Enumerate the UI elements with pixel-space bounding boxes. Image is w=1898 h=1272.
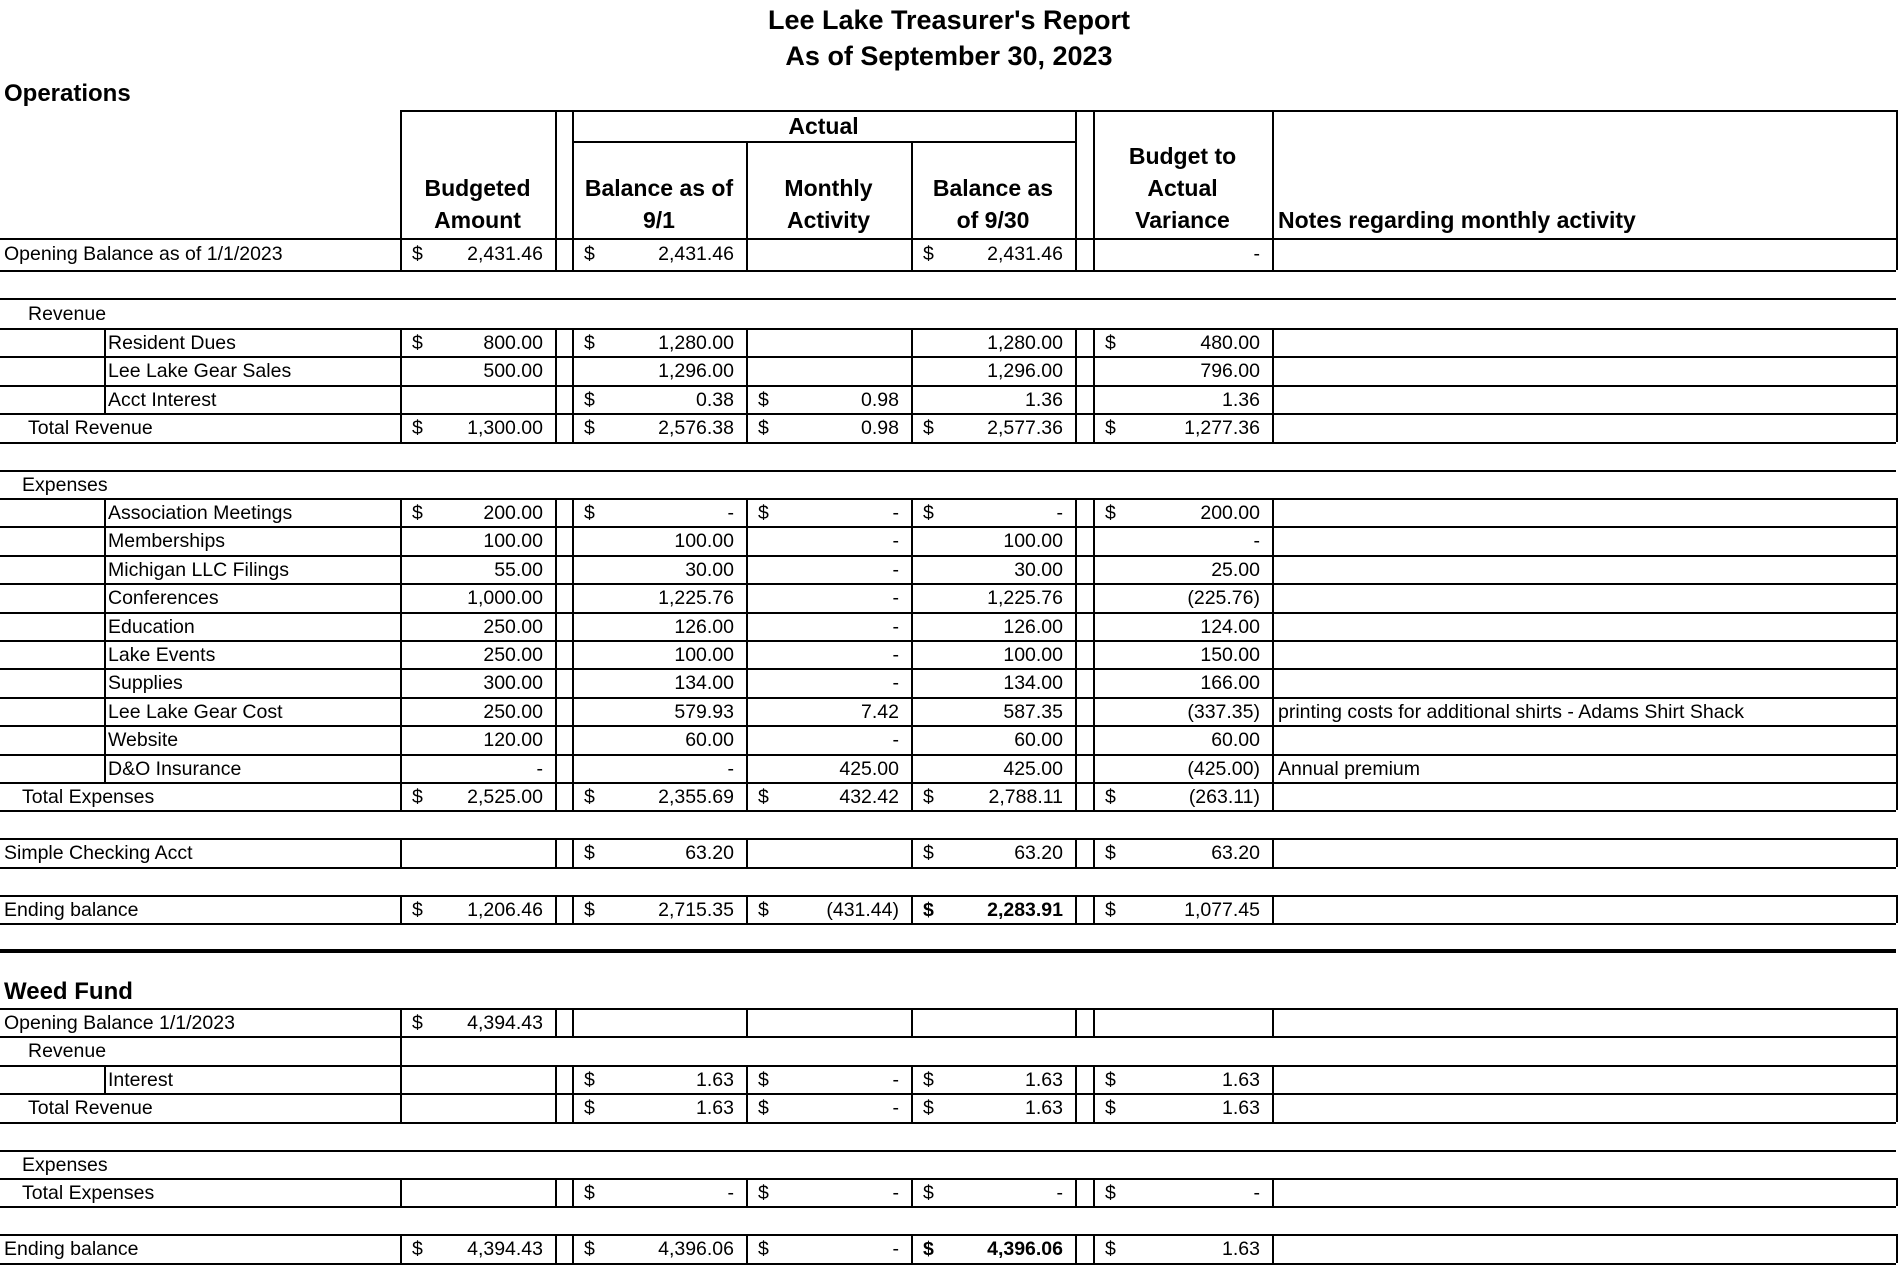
revenue-item-label: Resident Dues bbox=[108, 332, 236, 354]
weed-interest-label: Interest bbox=[108, 1068, 174, 1091]
grid-line bbox=[555, 1065, 557, 1093]
bal930-value: 60.00 bbox=[1014, 729, 1063, 752]
grid-line bbox=[746, 1008, 748, 1036]
grid-line bbox=[1093, 1178, 1095, 1206]
grid-line bbox=[911, 1234, 913, 1262]
expense-item-label: Conferences bbox=[108, 587, 219, 610]
weed-expenses-top bbox=[0, 1150, 1896, 1152]
bal91-value: 63.20 bbox=[685, 842, 734, 865]
expense-item-label: Lake Events bbox=[108, 644, 216, 666]
grid-line bbox=[400, 1008, 402, 1036]
monthly-value: - bbox=[892, 1238, 899, 1261]
grid-line bbox=[572, 1234, 574, 1262]
grid-line bbox=[1075, 1234, 1077, 1262]
currency-symbol: $ bbox=[412, 1238, 423, 1261]
weed-fund-section-title: Weed Fund bbox=[4, 978, 133, 1005]
bal930-value: 134.00 bbox=[1003, 672, 1063, 695]
currency-symbol: $ bbox=[758, 786, 769, 808]
variance-value: 1.36 bbox=[1222, 388, 1260, 411]
balance-9-1-header: Balance as of bbox=[584, 175, 734, 201]
budget-value: 500.00 bbox=[483, 360, 543, 383]
bal91-value: 60.00 bbox=[685, 729, 734, 752]
variance-value: 166.00 bbox=[1200, 672, 1260, 695]
currency-symbol: $ bbox=[412, 332, 423, 354]
grid-line bbox=[1075, 895, 1077, 923]
currency-symbol: $ bbox=[758, 502, 769, 524]
actual-group-header: Actual bbox=[788, 113, 859, 139]
currency-symbol: $ bbox=[1105, 1182, 1116, 1204]
bal930-value: - bbox=[1056, 502, 1063, 524]
currency-symbol: $ bbox=[412, 417, 423, 440]
revenue-block-top bbox=[0, 298, 1896, 300]
bal930-value: 30.00 bbox=[1014, 558, 1063, 581]
bal91-value: 100.00 bbox=[674, 530, 734, 553]
bal930-value: 1.63 bbox=[1025, 1097, 1063, 1120]
revenue-item-label: Lee Lake Gear Sales bbox=[108, 360, 292, 383]
row-border bbox=[0, 1036, 1896, 1038]
grid-line bbox=[911, 1093, 913, 1121]
grid-line bbox=[1093, 328, 1095, 442]
variance-value: - bbox=[1253, 243, 1260, 265]
currency-symbol: $ bbox=[758, 1068, 769, 1091]
currency-symbol: $ bbox=[1105, 786, 1116, 808]
currency-symbol: $ bbox=[412, 243, 423, 265]
currency-symbol: $ bbox=[1105, 332, 1116, 354]
currency-symbol: $ bbox=[923, 1097, 934, 1120]
monthly-value: - bbox=[892, 644, 899, 666]
monthly-value: 7.42 bbox=[861, 700, 899, 723]
bal91-value: 0.38 bbox=[696, 388, 734, 411]
row-border bbox=[0, 923, 1896, 925]
currency-symbol: $ bbox=[412, 898, 423, 921]
grid-line bbox=[1075, 1178, 1077, 1206]
monthly-value: 432.42 bbox=[839, 786, 899, 808]
grid-line bbox=[572, 1008, 574, 1036]
indent-border bbox=[104, 498, 106, 782]
currency-symbol: $ bbox=[584, 1182, 595, 1204]
grid-line bbox=[911, 1065, 913, 1093]
currency-symbol: $ bbox=[412, 502, 423, 524]
monthly-value: - bbox=[892, 530, 899, 553]
budget-value: 1,000.00 bbox=[467, 587, 543, 610]
variance-value: 796.00 bbox=[1200, 360, 1260, 383]
opening-balance-label: Opening Balance as of 1/1/2023 bbox=[4, 243, 283, 265]
bal930-value: - bbox=[1056, 1182, 1063, 1204]
currency-symbol: $ bbox=[923, 417, 934, 440]
grid-line bbox=[1093, 1093, 1095, 1121]
variance-value: (225.76) bbox=[1187, 587, 1260, 610]
currency-symbol: $ bbox=[758, 388, 769, 411]
budget-value: 250.00 bbox=[483, 700, 543, 723]
bal91-value: 1,225.76 bbox=[658, 587, 734, 610]
currency-symbol: $ bbox=[584, 1097, 595, 1120]
grid-line bbox=[746, 838, 748, 866]
bal930-value: 1.63 bbox=[1025, 1068, 1063, 1091]
budgeted-amount-header: Budgeted bbox=[424, 175, 531, 201]
variance-value: 124.00 bbox=[1200, 615, 1260, 638]
currency-symbol: $ bbox=[1105, 842, 1116, 865]
grid-line bbox=[911, 1008, 913, 1036]
currency-symbol: $ bbox=[584, 332, 595, 354]
bal91-value: 100.00 bbox=[674, 644, 734, 666]
grid-line bbox=[1272, 1093, 1274, 1121]
ending-balance-label: Ending balance bbox=[4, 898, 139, 921]
variance-value: 1,077.45 bbox=[1184, 898, 1260, 921]
variance-value: 25.00 bbox=[1211, 558, 1260, 581]
report-title-line-2: As of September 30, 2023 bbox=[785, 41, 1113, 71]
currency-symbol: $ bbox=[412, 786, 423, 808]
expenses-label: Expenses bbox=[22, 473, 108, 496]
row-border bbox=[0, 1263, 1896, 1265]
currency-symbol: $ bbox=[1105, 1068, 1116, 1091]
bal930-value: 100.00 bbox=[1003, 644, 1063, 666]
budget-value: 100.00 bbox=[483, 530, 543, 553]
currency-symbol: $ bbox=[758, 417, 769, 440]
bal930-value: 126.00 bbox=[1003, 615, 1063, 638]
budget-value: 300.00 bbox=[483, 672, 543, 695]
grid-line bbox=[746, 1178, 748, 1206]
balance-9-30-header: Balance as bbox=[932, 175, 1054, 201]
currency-symbol: $ bbox=[584, 417, 595, 440]
budgeted-amount-header: Amount bbox=[434, 207, 521, 233]
grid-line bbox=[1272, 1065, 1274, 1093]
variance-value: 1.63 bbox=[1222, 1238, 1260, 1261]
grid-line bbox=[1272, 838, 1274, 866]
variance-value: (425.00) bbox=[1187, 757, 1260, 780]
bal930-value: 1,225.76 bbox=[987, 587, 1063, 610]
grid-line bbox=[572, 498, 574, 810]
bal930-value: 2,283.91 bbox=[987, 898, 1063, 921]
grid-line bbox=[1272, 1178, 1274, 1206]
grid-line bbox=[555, 1178, 557, 1206]
balance-9-30-header: of 9/30 bbox=[956, 207, 1030, 233]
variance-value: - bbox=[1253, 1182, 1260, 1204]
currency-symbol: $ bbox=[923, 898, 934, 921]
monthly-value: 0.98 bbox=[861, 388, 899, 411]
bal91-value: 30.00 bbox=[685, 558, 734, 581]
grid-line bbox=[1075, 110, 1077, 270]
grid-line bbox=[1272, 328, 1274, 442]
variance-value: (337.35) bbox=[1187, 700, 1260, 723]
weed-top-border bbox=[0, 1008, 1896, 1010]
monthly-value: - bbox=[892, 615, 899, 638]
expense-item-label: Education bbox=[108, 615, 195, 638]
bal91-value: 2,715.35 bbox=[658, 898, 734, 921]
bal91-value: 1.63 bbox=[696, 1068, 734, 1091]
variance-header: Actual bbox=[1147, 175, 1218, 201]
grid-line bbox=[555, 838, 557, 866]
grid-line bbox=[572, 838, 574, 866]
bal930-value: 2,577.36 bbox=[987, 417, 1063, 440]
currency-symbol: $ bbox=[584, 243, 595, 265]
grid-line bbox=[400, 1178, 402, 1206]
currency-symbol: $ bbox=[1105, 417, 1116, 440]
monthly-value: - bbox=[892, 558, 899, 581]
bal930-value: 1,296.00 bbox=[987, 360, 1063, 383]
weed-opening-label: Opening Balance 1/1/2023 bbox=[4, 1012, 235, 1034]
variance-value: - bbox=[1253, 530, 1260, 553]
currency-symbol: $ bbox=[584, 842, 595, 865]
grid-line bbox=[911, 498, 913, 810]
bal930-value: 425.00 bbox=[1003, 757, 1063, 780]
bal91-value: - bbox=[727, 757, 734, 780]
budget-value: - bbox=[536, 757, 543, 780]
budget-value: 200.00 bbox=[483, 502, 543, 524]
bal91-value: 2,431.46 bbox=[658, 243, 734, 265]
section-separator bbox=[0, 949, 1896, 953]
variance-value: 150.00 bbox=[1200, 644, 1260, 666]
weed-expenses-label: Expenses bbox=[22, 1153, 108, 1176]
currency-symbol: $ bbox=[923, 1068, 934, 1091]
grid-line bbox=[911, 838, 913, 866]
currency-symbol: $ bbox=[923, 243, 934, 265]
currency-symbol: $ bbox=[1105, 1238, 1116, 1261]
grid-line bbox=[400, 1065, 402, 1093]
monthly-activity-header: Activity bbox=[786, 207, 871, 233]
currency-symbol: $ bbox=[923, 1238, 934, 1261]
weed-revenue-label: Revenue bbox=[28, 1040, 107, 1063]
grid-line bbox=[746, 328, 748, 442]
grid-line bbox=[572, 328, 574, 442]
bal930-value: 1.36 bbox=[1025, 388, 1063, 411]
grid-line bbox=[572, 1178, 574, 1206]
monthly-value: - bbox=[892, 502, 899, 524]
grid-line bbox=[1093, 838, 1095, 866]
variance-value: 1.63 bbox=[1222, 1097, 1260, 1120]
weed-ending-label: Ending balance bbox=[4, 1238, 139, 1261]
expense-item-label: Website bbox=[108, 729, 179, 752]
grid-line bbox=[911, 1178, 913, 1206]
grid-line bbox=[400, 1036, 402, 1064]
currency-symbol: $ bbox=[758, 1097, 769, 1120]
variance-value: 60.00 bbox=[1211, 729, 1260, 752]
bal91-value: - bbox=[727, 1182, 734, 1204]
variance-header: Budget to bbox=[1128, 143, 1237, 169]
currency-symbol: $ bbox=[758, 1182, 769, 1204]
variance-value: 1.63 bbox=[1222, 1068, 1260, 1091]
row-border bbox=[0, 867, 1896, 869]
grid-line bbox=[400, 498, 402, 810]
bal930-value: 587.35 bbox=[1003, 700, 1063, 723]
variance-header: Variance bbox=[1135, 207, 1230, 233]
currency-symbol: $ bbox=[923, 1182, 934, 1204]
expense-item-label: Michigan LLC Filings bbox=[108, 558, 289, 581]
budget-value: 2,525.00 bbox=[467, 786, 543, 808]
monthly-activity-header: Monthly bbox=[784, 175, 873, 201]
currency-symbol: $ bbox=[923, 786, 934, 808]
total-revenue-label: Total Revenue bbox=[28, 417, 153, 440]
grid-line bbox=[1272, 1008, 1274, 1036]
monthly-value: - bbox=[892, 672, 899, 695]
budget-value: 4,394.43 bbox=[467, 1012, 543, 1034]
total-expenses-label: Total Expenses bbox=[22, 786, 155, 808]
budget-value: 1,300.00 bbox=[467, 417, 543, 440]
grid-line bbox=[746, 1234, 748, 1262]
bal91-value: 2,355.69 bbox=[658, 786, 734, 808]
report-title-line-1: Lee Lake Treasurer's Report bbox=[767, 5, 1131, 35]
budget-value: 2,431.46 bbox=[467, 243, 543, 265]
grid-line bbox=[911, 895, 913, 923]
bal930-value: 63.20 bbox=[1014, 842, 1063, 865]
budget-value: 800.00 bbox=[483, 332, 543, 354]
grid-line bbox=[1272, 498, 1274, 810]
grid-line bbox=[400, 1234, 402, 1262]
grid-line bbox=[1075, 1093, 1077, 1121]
budget-value: 4,394.43 bbox=[467, 1238, 543, 1261]
grid-line bbox=[400, 895, 402, 923]
bal930-value: 1,280.00 bbox=[987, 332, 1063, 354]
expense-item-label: D&O Insurance bbox=[108, 757, 242, 780]
budget-value: 55.00 bbox=[494, 558, 543, 581]
grid-line bbox=[746, 1065, 748, 1093]
row-border bbox=[0, 1206, 1896, 1208]
row-border bbox=[0, 1122, 1896, 1124]
expense-item-label: Association Meetings bbox=[108, 502, 293, 524]
currency-symbol: $ bbox=[584, 786, 595, 808]
bal91-value: 2,576.38 bbox=[658, 417, 734, 440]
monthly-value: (431.44) bbox=[826, 898, 899, 921]
bal930-value: 2,788.11 bbox=[988, 786, 1063, 808]
grid-line bbox=[911, 328, 913, 442]
expense-item-label: Supplies bbox=[108, 672, 183, 695]
currency-symbol: $ bbox=[1105, 502, 1116, 524]
bal91-value: 1,296.00 bbox=[658, 360, 734, 383]
currency-symbol: $ bbox=[923, 842, 934, 865]
budget-value: 250.00 bbox=[483, 644, 543, 666]
grid-line bbox=[572, 1093, 574, 1121]
budget-value: 250.00 bbox=[483, 615, 543, 638]
currency-symbol: $ bbox=[584, 898, 595, 921]
grid-line bbox=[555, 1234, 557, 1262]
grid-line bbox=[1093, 1008, 1095, 1036]
monthly-value: 0.98 bbox=[861, 417, 899, 440]
indent-border bbox=[104, 1065, 106, 1093]
bal91-value: 134.00 bbox=[674, 672, 734, 695]
monthly-value: 425.00 bbox=[839, 757, 899, 780]
grid-line bbox=[1075, 838, 1077, 866]
grid-line bbox=[555, 1093, 557, 1121]
grid-line bbox=[746, 498, 748, 810]
monthly-value: - bbox=[892, 729, 899, 752]
currency-symbol: $ bbox=[584, 1068, 595, 1091]
grid-line bbox=[1093, 1234, 1095, 1262]
activity-note: Annual premium bbox=[1278, 757, 1420, 780]
grid-line bbox=[555, 328, 557, 442]
expense-item-label: Lee Lake Gear Cost bbox=[108, 700, 283, 723]
expenses-block-top bbox=[0, 470, 1896, 472]
weed-total-revenue-label: Total Revenue bbox=[28, 1097, 153, 1120]
currency-symbol: $ bbox=[584, 1238, 595, 1261]
notes-header: Notes regarding monthly activity bbox=[1278, 207, 1636, 233]
bal91-value: 126.00 bbox=[674, 615, 734, 638]
grid-line bbox=[1075, 1008, 1077, 1036]
row-border bbox=[0, 810, 1896, 812]
variance-value: 1,277.36 bbox=[1184, 417, 1260, 440]
currency-symbol: $ bbox=[584, 388, 595, 411]
revenue-label: Revenue bbox=[28, 303, 107, 325]
grid-line bbox=[400, 1093, 402, 1121]
grid-line bbox=[1075, 1065, 1077, 1093]
monthly-value: - bbox=[892, 587, 899, 610]
variance-value: 63.20 bbox=[1211, 842, 1260, 865]
indent-border bbox=[104, 328, 106, 413]
grid-line bbox=[555, 1008, 557, 1036]
grid-line bbox=[746, 1093, 748, 1121]
monthly-value: - bbox=[892, 1068, 899, 1091]
balance-9-1-header: 9/1 bbox=[643, 207, 675, 233]
grid-line bbox=[572, 1065, 574, 1093]
grid-line bbox=[572, 895, 574, 923]
bal91-value: 1.63 bbox=[696, 1097, 734, 1120]
variance-value: 200.00 bbox=[1200, 502, 1260, 524]
grid-line bbox=[1093, 1065, 1095, 1093]
bal91-value: - bbox=[727, 502, 734, 524]
revenue-item-label: Acct Interest bbox=[108, 388, 217, 411]
currency-symbol: $ bbox=[412, 1012, 423, 1034]
weed-total-expenses-label: Total Expenses bbox=[22, 1182, 155, 1204]
monthly-value: - bbox=[892, 1097, 899, 1120]
bal930-value: 4,396.06 bbox=[987, 1238, 1063, 1261]
currency-symbol: $ bbox=[758, 898, 769, 921]
grid-line bbox=[555, 895, 557, 923]
currency-symbol: $ bbox=[758, 1238, 769, 1261]
grid-line bbox=[1272, 1234, 1274, 1262]
grid-line bbox=[400, 328, 402, 442]
grid-line bbox=[1093, 498, 1095, 810]
grid-line bbox=[400, 838, 402, 866]
grid-line bbox=[1272, 110, 1274, 270]
bal930-value: 2,431.46 bbox=[987, 243, 1063, 265]
row-border bbox=[0, 442, 1896, 444]
grid-line bbox=[555, 110, 557, 270]
variance-value: 480.00 bbox=[1200, 332, 1260, 354]
simple-checking-label: Simple Checking Acct bbox=[4, 842, 193, 865]
bal91-value: 579.93 bbox=[674, 700, 734, 723]
grid-line bbox=[555, 498, 557, 810]
grid-line bbox=[1075, 498, 1077, 810]
currency-symbol: $ bbox=[1105, 898, 1116, 921]
budget-value: 120.00 bbox=[483, 729, 543, 752]
activity-note: printing costs for additional shirts - Adams Shirt Shack bbox=[1278, 700, 1745, 723]
bal91-value: 1,280.00 bbox=[658, 332, 734, 354]
currency-symbol: $ bbox=[1105, 1097, 1116, 1120]
grid-line bbox=[746, 895, 748, 923]
operations-section-title: Operations bbox=[4, 80, 131, 107]
budget-value: 1,206.46 bbox=[467, 898, 543, 921]
opening-row-bottom bbox=[0, 270, 1896, 272]
grid-line bbox=[1272, 895, 1274, 923]
variance-value: (263.11) bbox=[1188, 786, 1260, 808]
bal930-value: 100.00 bbox=[1003, 530, 1063, 553]
bal91-value: 4,396.06 bbox=[658, 1238, 734, 1261]
monthly-value: - bbox=[892, 1182, 899, 1204]
currency-symbol: $ bbox=[923, 502, 934, 524]
currency-symbol: $ bbox=[584, 502, 595, 524]
grid-line bbox=[1075, 328, 1077, 442]
expense-item-label: Memberships bbox=[108, 530, 226, 553]
grid-line bbox=[1093, 895, 1095, 923]
